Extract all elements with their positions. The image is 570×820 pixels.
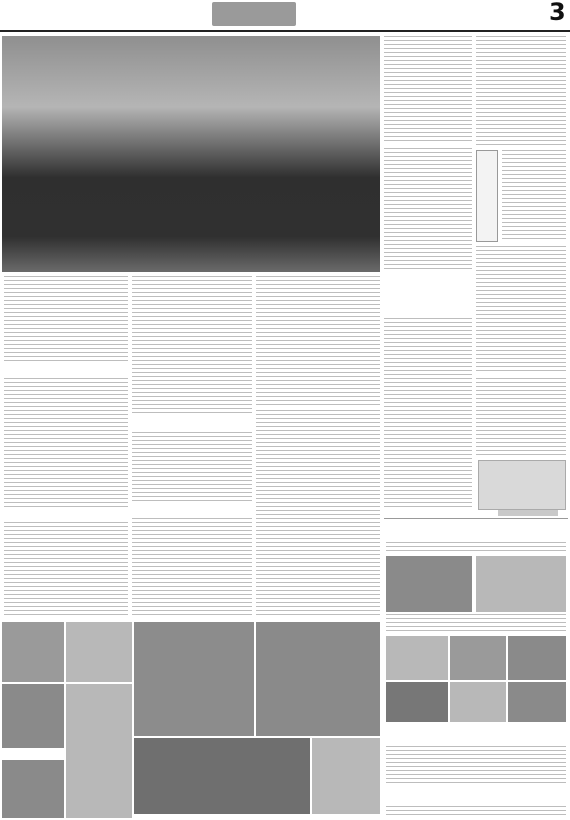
collage-caption-2 — [140, 728, 240, 736]
middle-article-text-4 — [256, 276, 380, 406]
right-column-text-4 — [502, 150, 566, 242]
news-2-text — [386, 746, 566, 784]
hero-photo — [2, 36, 380, 272]
collage-photo-7 — [256, 622, 380, 736]
left-article-text-1 — [4, 276, 128, 364]
left-article-text-3 — [4, 522, 128, 618]
right-column-text-6 — [384, 318, 472, 468]
section-heading-box — [476, 150, 498, 242]
collage-photo-3 — [2, 684, 64, 748]
header-rule — [0, 30, 570, 32]
news-1-photo-2 — [476, 556, 566, 612]
news-photo-8 — [508, 682, 566, 722]
collage-photo-6 — [134, 622, 254, 736]
collage-photo-8 — [134, 738, 310, 814]
right-image-caption — [498, 510, 558, 516]
news-photo-3 — [386, 636, 448, 680]
right-column-text-5 — [476, 246, 566, 374]
left-article-text-2 — [4, 378, 128, 508]
middle-article-text-3 — [132, 518, 252, 618]
middle-article-text-2 — [132, 432, 252, 502]
news-1-text-1 — [386, 542, 566, 554]
news-divider-1 — [384, 518, 568, 519]
page-header — [0, 0, 570, 34]
right-decorative-image — [478, 460, 566, 510]
section-banner — [212, 2, 296, 26]
news-photo-6 — [386, 682, 448, 722]
news-1-text-2 — [386, 614, 566, 634]
news-3-text — [386, 806, 566, 818]
collage-photo-9 — [312, 738, 380, 814]
news-photo-7 — [450, 682, 506, 722]
collage-photo-2 — [66, 622, 132, 682]
middle-article-text-5 — [256, 410, 380, 618]
collage-caption-1 — [2, 750, 64, 756]
news-1-photo-1 — [386, 556, 472, 612]
news-photo-4 — [450, 636, 506, 680]
news-photo-5 — [508, 636, 566, 680]
right-column-text-2 — [476, 36, 566, 146]
right-column-text-1 — [384, 36, 472, 144]
middle-article-text-1 — [132, 276, 252, 416]
right-column-text-7 — [476, 378, 566, 458]
right-column-text-3 — [384, 148, 472, 272]
page-number: 3 — [549, 0, 566, 26]
right-column-text-8 — [384, 470, 472, 510]
collage-photo-5 — [66, 684, 132, 818]
collage-photo-4 — [2, 760, 64, 818]
collage-photo-1 — [2, 622, 64, 682]
